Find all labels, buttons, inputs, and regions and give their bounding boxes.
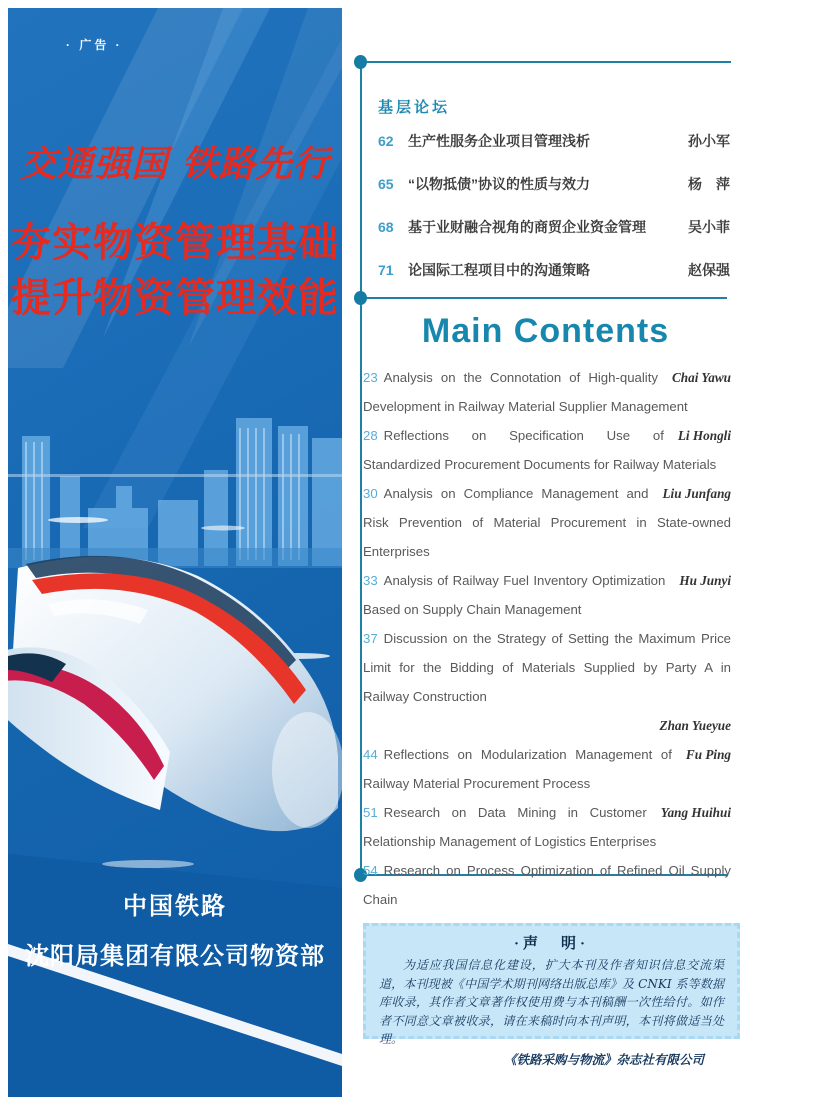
ad-label: · 广告 · [66,38,123,52]
toc-item: 37 Discussion on the Strategy of Setting the Maximum Price Limit for the Bidding of Materials Supplied by Party A in Railway Construction Zhan Yueyue [363,624,731,740]
toc-item [378,219,730,236]
toc-item-page-number: 51 [363,805,378,820]
toc-item-page-number: 33 [363,573,378,588]
toc-item-page-number: 37 [363,631,378,646]
toc-item-title: 论国际工程项目中的沟通策略 [408,262,590,278]
toc-item-page-number: 23 [363,370,378,385]
toc-item-page-number: 44 [363,747,378,762]
divider-vertical [360,61,362,875]
toc-item-page-number: 68 [378,219,394,235]
toc-item-page-number: 28 [363,428,378,443]
toc-item [378,262,730,279]
organization-line-1: 中国铁路 [123,893,227,920]
chinese-toc-list [378,133,730,305]
toc-item-author: 吴小菲 [688,219,730,235]
toc-item-page-number: 54 [363,863,378,878]
slogan-line-1: 交通强国 铁路先行 [20,143,330,185]
toc-item-author: Li Hongli [677,428,731,443]
toc-item: 54 Research on Process Optimization of Refined Oil Supply Chain [363,856,731,943]
declaration-title: ·声 明· [513,936,589,952]
toc-item-author: 赵保强 [688,262,730,278]
toc-item-author: 孙小军 [688,133,730,149]
toc-item [378,176,730,193]
toc-item-author: Chai Yawu [671,370,731,385]
toc-item-page-number: 71 [378,262,394,278]
toc-item [378,133,730,150]
toc-item: 30 Liu Junfang Analysis on Compliance Management and Risk Prevention of Material Procurement in State-owned Enterprises [363,479,731,566]
toc-item: 33 Hu Junyi Analysis of Railway Fuel Inventory Optimization Based on Supply Chain Management [363,566,731,624]
declaration-body: 为适应我国信息化建设，扩大本刊及作者知识信息交流渠道，本刊现被《中国学术期刊网络出版总库》及 CNKI 系等数据库收录，其作者文章著作权使用费与本刊稿酬一次性给付。如作者不同意文章被收录，请在来稿时向本刊声明，本刊将做适当处理。 [379,958,724,1046]
chinese-section-header: 基层论坛 [378,99,451,116]
toc-item: 28 Li Hongli Reflections on Specification Use of Standardized Procurement Documents for Railway Materials [363,421,731,479]
advertisement-panel [8,8,342,1097]
toc-item-title: “以物抵债”协议的性质与效力 [408,176,590,192]
toc-item-page-number: 62 [378,133,394,149]
slogan-line-2: 夯实物资管理基础 [11,219,339,266]
dot-ornament-top [354,55,367,69]
organization-name [8,886,342,971]
declaration-signature: 《铁路采购与物流》杂志社有限公司 [503,1051,704,1067]
toc-item-author: Zhan Yueyue [659,718,731,733]
toc-item-author: Fu Ping [685,747,731,762]
english-toc-list [363,363,731,943]
toc-item-page-number: 30 [363,486,378,501]
dot-ornament-middle [354,291,367,305]
toc-item-author: 杨 萍 [688,176,730,192]
toc-item: 51 Yang Huihui Research on Data Mining in Customer Relationship Management of Logistics Enterprises [363,798,731,856]
main-contents-title: Main Contents [421,312,670,350]
toc-item-author: Yang Huihui [660,805,731,820]
toc-item-title: 基于业财融合视角的商贸企业资金管理 [408,219,646,235]
declaration-box [363,923,740,1067]
toc-item-author: Liu Junfang [662,486,731,501]
divider-top [360,61,731,63]
toc-item-page-number: 65 [378,176,394,192]
slogan-line-3: 提升物资管理效能 [11,274,339,321]
toc-item-author: Hu Junyi [679,573,731,588]
organization-line-2: 沈阳局集团有限公司物资部 [25,943,325,970]
toc-item: 23 Chai Yawu Analysis on the Connotation of High-quality Development in Railway Material Supplier Management [363,363,731,421]
toc-item-title: 生产性服务企业项目管理浅析 [408,133,590,149]
toc-item: 44 Fu Ping Reflections on Modularization Management of Railway Material Procurement Process [363,740,731,798]
